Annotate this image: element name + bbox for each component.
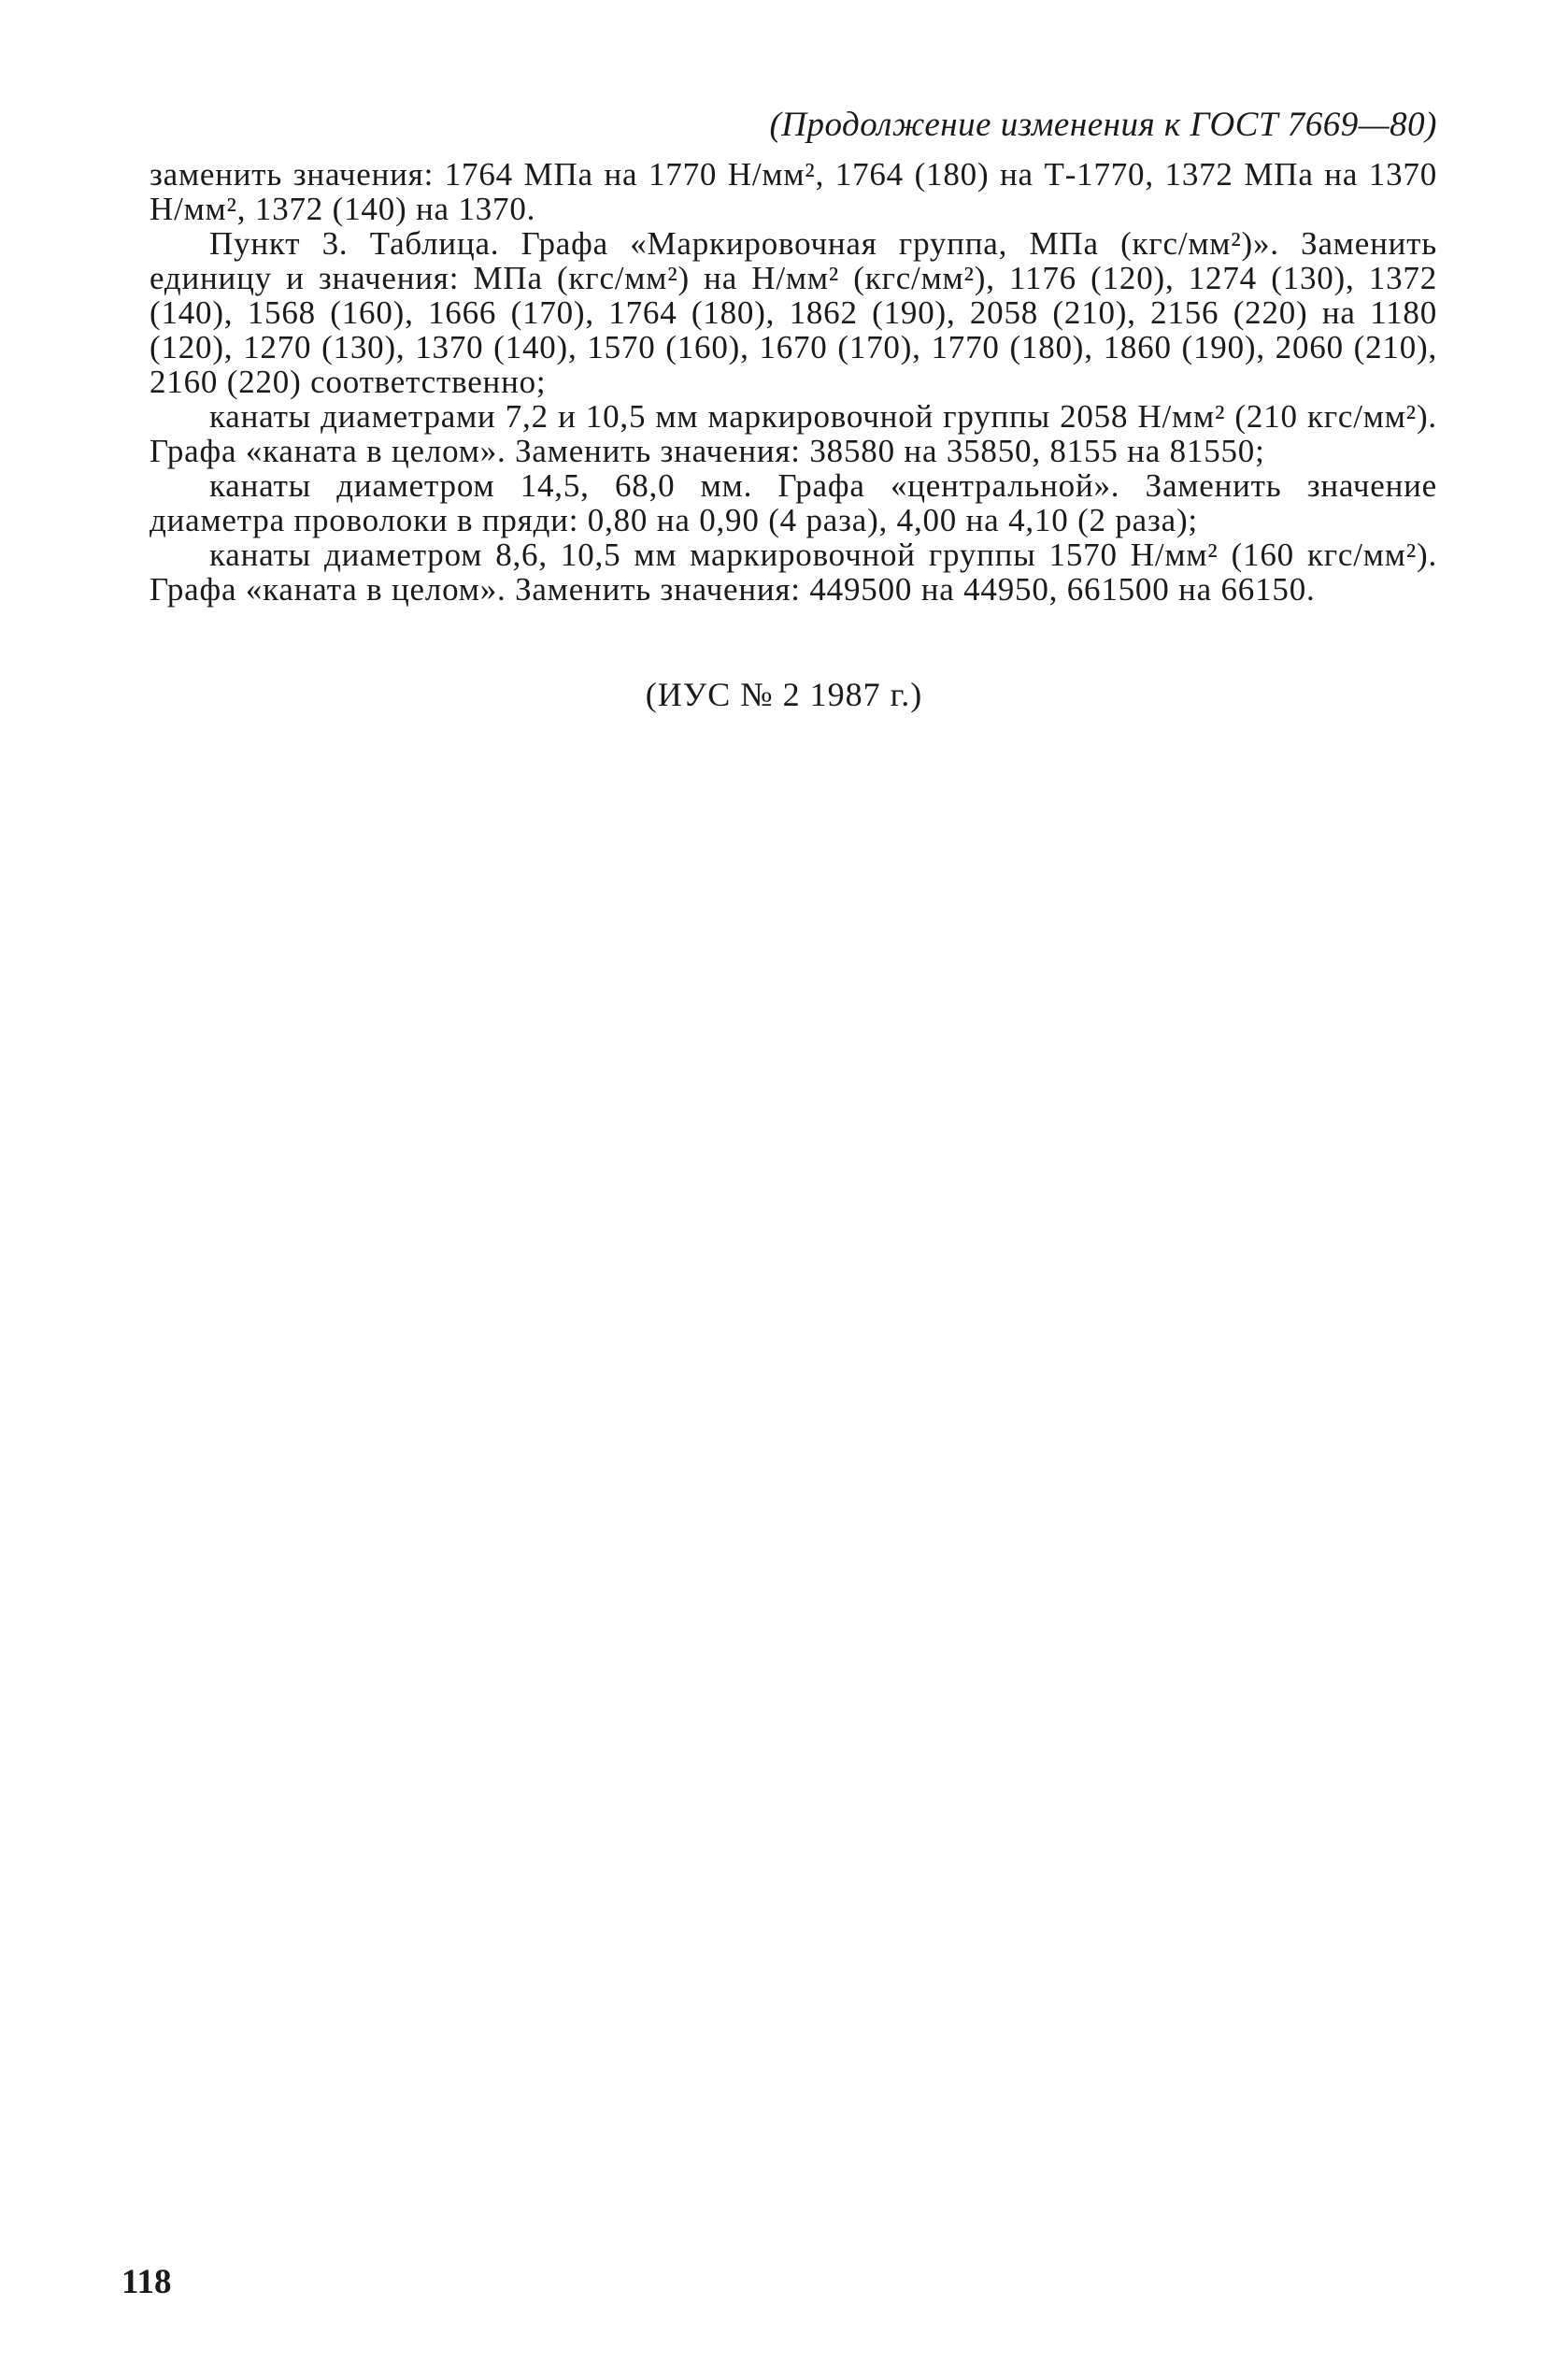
paragraph-5: канаты диаметром 8,6, 10,5 мм маркировочной группы 1570 Н/мм² (160 кгс/мм²). Графа «каната в целом». Заменить значения: 449500 на 44950, 661500 на 66150.	[150, 537, 1437, 608]
paragraph-4: канаты диаметром 14,5, 68,0 мм. Графа «центральной». Заменить значение диаметра проволоки в пряди: 0,80 на 0,90 (4 раза), 4,00 на 4,10 (2 раза);	[150, 467, 1437, 538]
page-number: 118	[121, 2263, 172, 2301]
source-note: (ИУС № 2 1987 г.)	[645, 676, 923, 713]
page-header: (Продолжение изменения к ГОСТ 7669—80)	[769, 106, 1437, 144]
paragraph-3: канаты диаметрами 7,2 и 10,5 мм маркировочной группы 2058 Н/мм² (210 кгс/мм²). Графа «каната в целом». Заменить значения: 38580 на 35850, 8155 на 81550;	[150, 398, 1437, 469]
paragraph-1: заменить значения: 1764 МПа на 1770 Н/мм², 1764 (180) на Т-1770, 1372 МПа на 1370 Н/мм², 1372 (140) на 1370.	[150, 156, 1437, 227]
document-body	[150, 157, 1437, 607]
paragraph-2: Пункт 3. Таблица. Графа «Маркировочная группа, МПа (кгс/мм²)». Заменить единицу и значения: МПа (кгс/мм²) на Н/мм² (кгс/мм²), 1176 (120), 1274 (130), 1372 (140), 1568 (160), 1666 (170), 1764 (180), 1862 (190), 2058 (210), 2156 (220) на 1180 (120), 1270 (130), 1370 (140), 1570 (160), 1670 (170), 1770 (180), 1860 (190), 2060 (210), 2160 (220) соответственно;	[150, 225, 1437, 400]
